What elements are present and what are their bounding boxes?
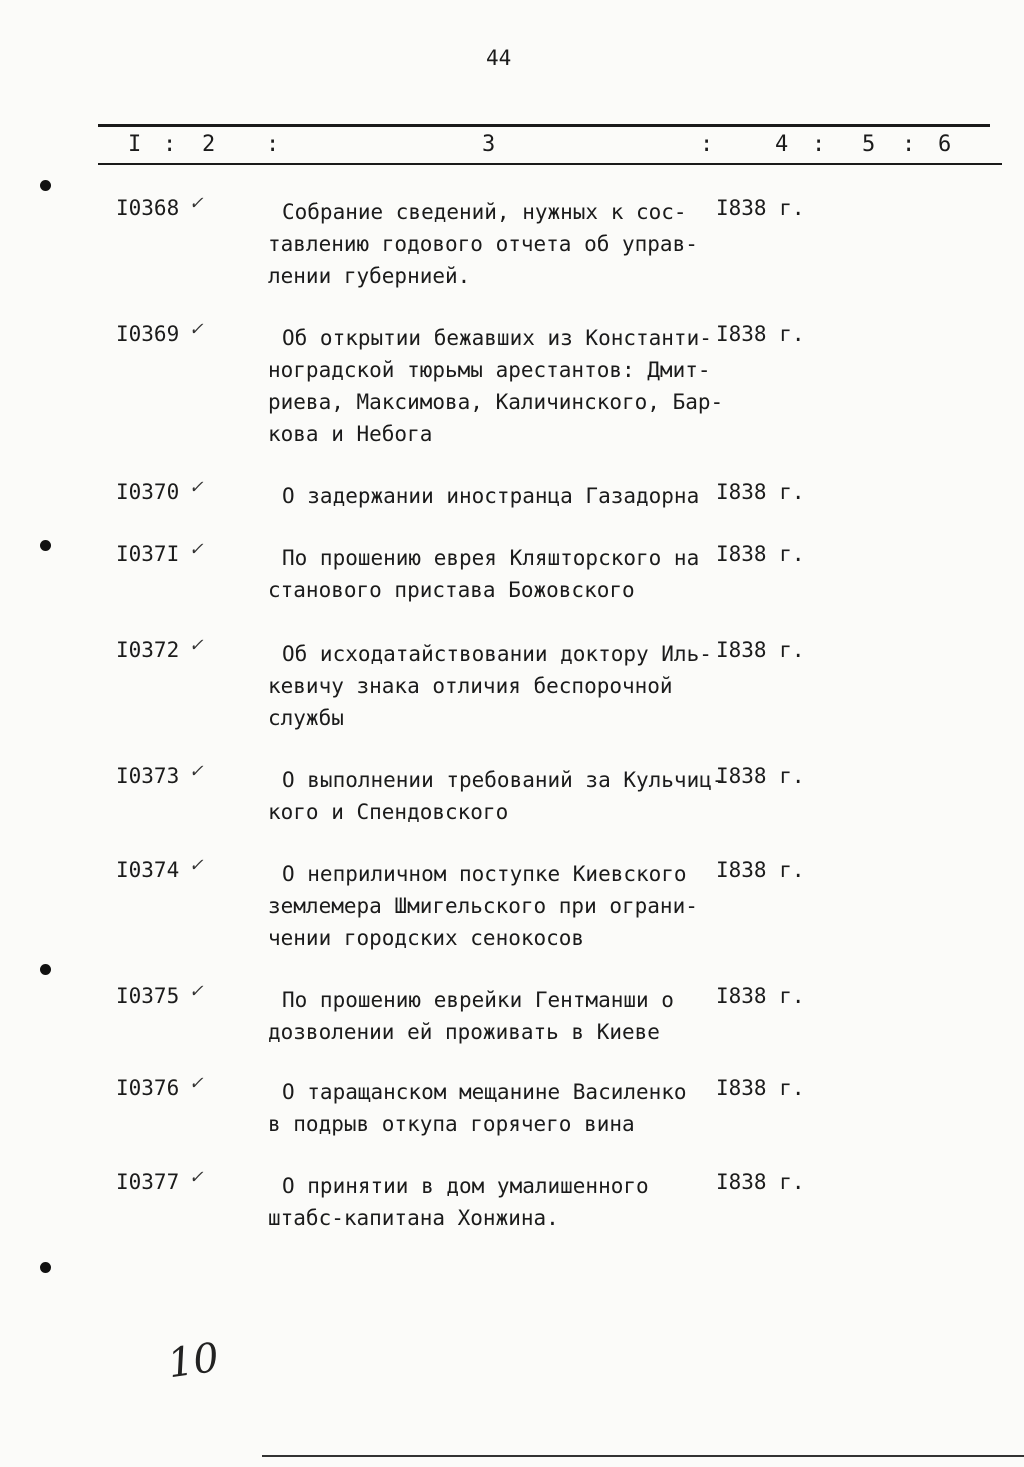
entry-number: I0377	[116, 1170, 180, 1194]
entry-number: I0369	[116, 322, 180, 346]
entry-description	[268, 542, 708, 606]
punch-hole	[40, 1262, 51, 1273]
description-line: ноградской тюрьмы арестантов: Дмит-	[268, 358, 711, 382]
entry-description	[268, 196, 708, 292]
check-mark-icon: ✓	[190, 474, 203, 498]
column-header-2: 2	[202, 132, 216, 157]
column-header-3: 3	[482, 132, 496, 157]
description-line: службы	[268, 706, 344, 730]
entry-number: I0374	[116, 858, 180, 882]
description-line: О неприличном поступке Киевского	[282, 862, 687, 886]
description-line: тавлению годового отчета об управ-	[268, 232, 698, 256]
check-mark-icon: ✓	[190, 536, 203, 560]
column-header-6: 6	[938, 132, 952, 157]
entry-number: I0376	[116, 1076, 180, 1100]
punch-hole	[40, 180, 51, 191]
entry-description	[268, 858, 708, 954]
entry-year: I838 г.	[716, 542, 805, 566]
entry-year: I838 г.	[716, 764, 805, 788]
footer-rule	[262, 1455, 1024, 1457]
entry-year: I838 г.	[716, 1170, 805, 1194]
entry-description	[268, 480, 708, 512]
entry-description	[268, 322, 724, 450]
punch-hole	[40, 964, 51, 975]
description-line: По прошению еврейки Гентманши о	[282, 988, 674, 1012]
entry-year: I838 г.	[716, 322, 805, 346]
check-mark-icon: ✓	[190, 1070, 203, 1094]
entry-description	[268, 764, 725, 828]
check-mark-icon: ✓	[190, 316, 203, 340]
check-mark-icon: ✓	[190, 1164, 203, 1188]
description-line: О таращанском мещанине Василенко	[282, 1080, 687, 1104]
header-rule-top	[98, 124, 990, 127]
entry-year: I838 г.	[716, 480, 805, 504]
entry-description	[268, 638, 712, 734]
description-line: О задержании иностранца Газадорна	[282, 484, 700, 508]
punch-hole	[40, 540, 51, 551]
column-separator: :	[812, 132, 826, 157]
description-line: О принятии в дом умалишенного	[282, 1174, 649, 1198]
entry-year: I838 г.	[716, 984, 805, 1008]
column-separator: :	[163, 132, 177, 157]
description-line: штабс-капитана Хонжина.	[268, 1206, 559, 1230]
check-mark-icon: ✓	[190, 978, 203, 1002]
entry-year: I838 г.	[716, 858, 805, 882]
description-line: По прошению еврея Кляшторского на	[282, 546, 700, 570]
page-number: 44	[486, 46, 512, 70]
entry-year: I838 г.	[716, 196, 805, 220]
column-header-4: 4	[775, 132, 789, 157]
description-line: кова и Небога	[268, 422, 433, 446]
entry-description	[268, 1170, 708, 1234]
entry-number: I0370	[116, 480, 180, 504]
column-separator: :	[902, 132, 916, 157]
column-separator: :	[266, 132, 280, 157]
entry-number: I0368	[116, 196, 180, 220]
entry-description	[268, 1076, 708, 1140]
check-mark-icon: ✓	[190, 632, 203, 656]
column-header-5: 5	[862, 132, 876, 157]
description-line: О выполнении требований за Кульчиц-	[282, 768, 725, 792]
header-rule-bottom	[98, 163, 1002, 165]
description-line: чении городских сенокосов	[268, 926, 585, 950]
description-line: дозволении ей проживать в Киеве	[268, 1020, 660, 1044]
check-mark-icon: ✓	[190, 758, 203, 782]
entry-number: I0372	[116, 638, 180, 662]
description-line: в подрыв откупа горячего вина	[268, 1112, 635, 1136]
entry-year: I838 г.	[716, 638, 805, 662]
description-line: кевичу знака отличия беспорочной	[268, 674, 673, 698]
description-line: Об исходатайствовании доктору Иль-	[282, 642, 712, 666]
entry-number: I0375	[116, 984, 180, 1008]
handwritten-annotation: 10	[165, 1334, 222, 1388]
description-line: Об открытии бежавших из Константи-	[282, 326, 712, 350]
entry-year: I838 г.	[716, 1076, 805, 1100]
column-separator: :	[700, 132, 714, 157]
entry-description	[268, 984, 708, 1048]
description-line: риева, Максимова, Каличинского, Бар-	[268, 390, 724, 414]
description-line: станового пристава Божовского	[268, 578, 635, 602]
check-mark-icon: ✓	[190, 852, 203, 876]
entry-number: I037I	[116, 542, 180, 566]
description-line: лении губернией.	[268, 264, 471, 288]
entry-number: I0373	[116, 764, 180, 788]
description-line: Собрание сведений, нужных к сос-	[282, 200, 687, 224]
check-mark-icon: ✓	[190, 190, 203, 214]
description-line: землемера Шмигельского при ограни-	[268, 894, 698, 918]
column-header-1: I	[128, 132, 142, 157]
description-line: кого и Спендовского	[268, 800, 509, 824]
